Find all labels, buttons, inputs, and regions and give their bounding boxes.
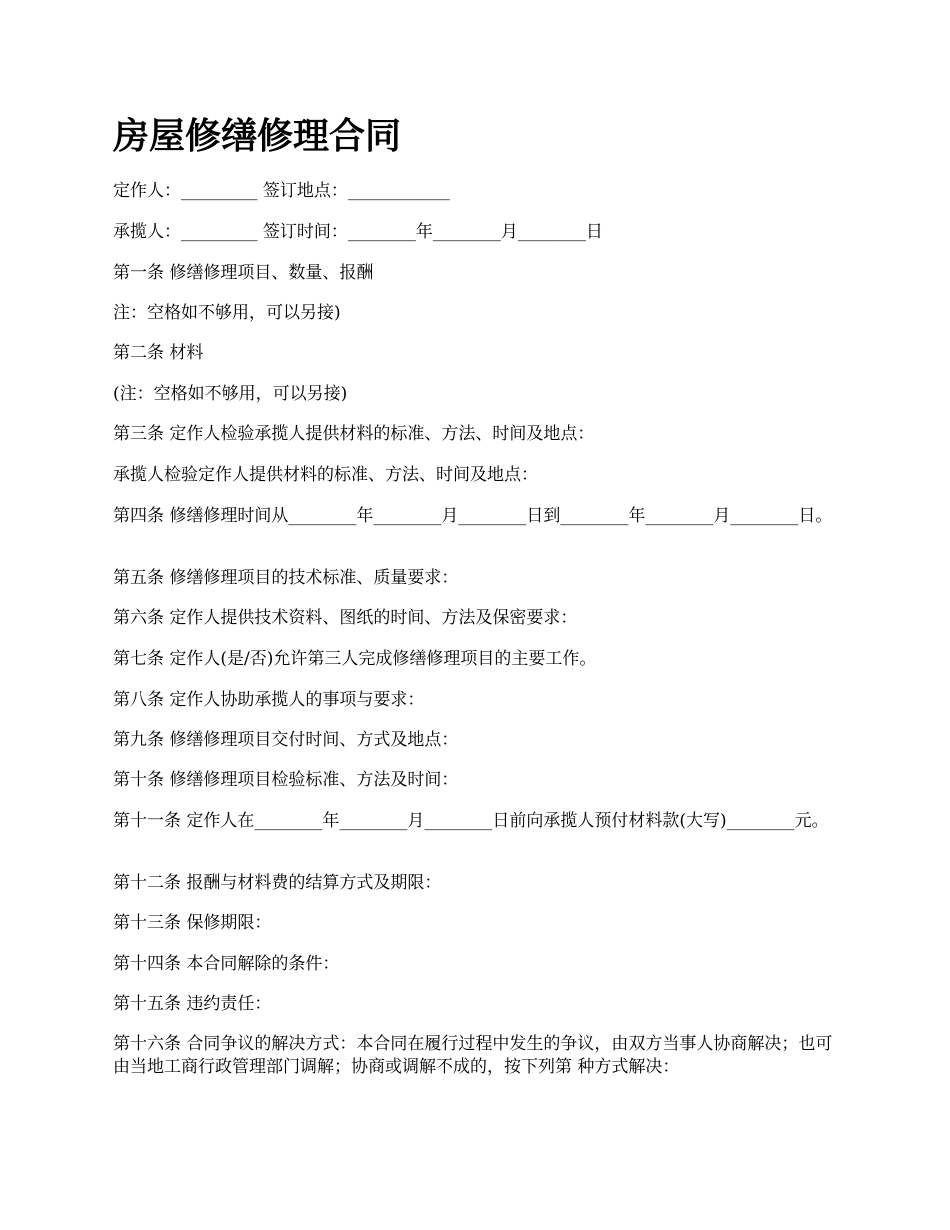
article-3-continuation: 承揽人检验定作人提供材料的标准、方法、时间及地点： [113,465,538,485]
article-15: 第十五条 违约责任： [113,994,272,1014]
article-16: 第十六条 合同争议的解决方式：本合同在履行过程中发生的争议，由双方当事人协商解决；也可由当地工商行政管理部门调解；协商或调解不成的，按下列第 种方式解决： [113,1034,833,1077]
note-line-1: 注：空格如不够用，可以另接) [113,303,341,323]
article-4: 第四条 修缮修理时间从________年________月________日到________年________月________日。 [113,506,833,526]
article-7: 第七条 定作人(是/否)允许第三人完成修缮修理项目的主要工作。 [113,649,597,669]
article-1-heading: 第一条 修缮修理项目、数量、报酬 [113,263,374,283]
article-10: 第十条 修缮修理项目检验标准、方法及时间： [113,770,459,790]
article-8: 第八条 定作人协助承揽人的事项与要求： [113,690,425,710]
contract-party-contractor-line: 承揽人：_________ 签订时间：________年________月________日 [113,222,603,242]
contract-party-ordering-line: 定作人：_________ 签订地点：____________ [113,181,450,201]
article-3-heading: 第三条 定作人检验承揽人提供材料的标准、方法、时间及地点： [113,424,595,444]
article-6: 第六条 定作人提供技术资料、图纸的时间、方法及保密要求： [113,608,578,628]
article-13: 第十三条 保修期限： [113,913,272,933]
article-12: 第十二条 报酬与材料费的结算方式及期限： [113,873,442,893]
article-14: 第十四条 本合同解除的条件： [113,954,340,974]
article-5: 第五条 修缮修理项目的技术标准、质量要求： [113,568,459,588]
article-2-heading: 第二条 材料 [113,343,204,363]
article-11: 第十一条 定作人在________年________月________日前向承揽人预付材料款(大写)________元。 [113,811,829,831]
article-9: 第九条 修缮修理项目交付时间、方式及地点： [113,730,459,750]
document-title: 房屋修缮修理合同 [113,115,402,157]
note-line-2: (注：空格如不够用，可以另接) [113,384,348,404]
